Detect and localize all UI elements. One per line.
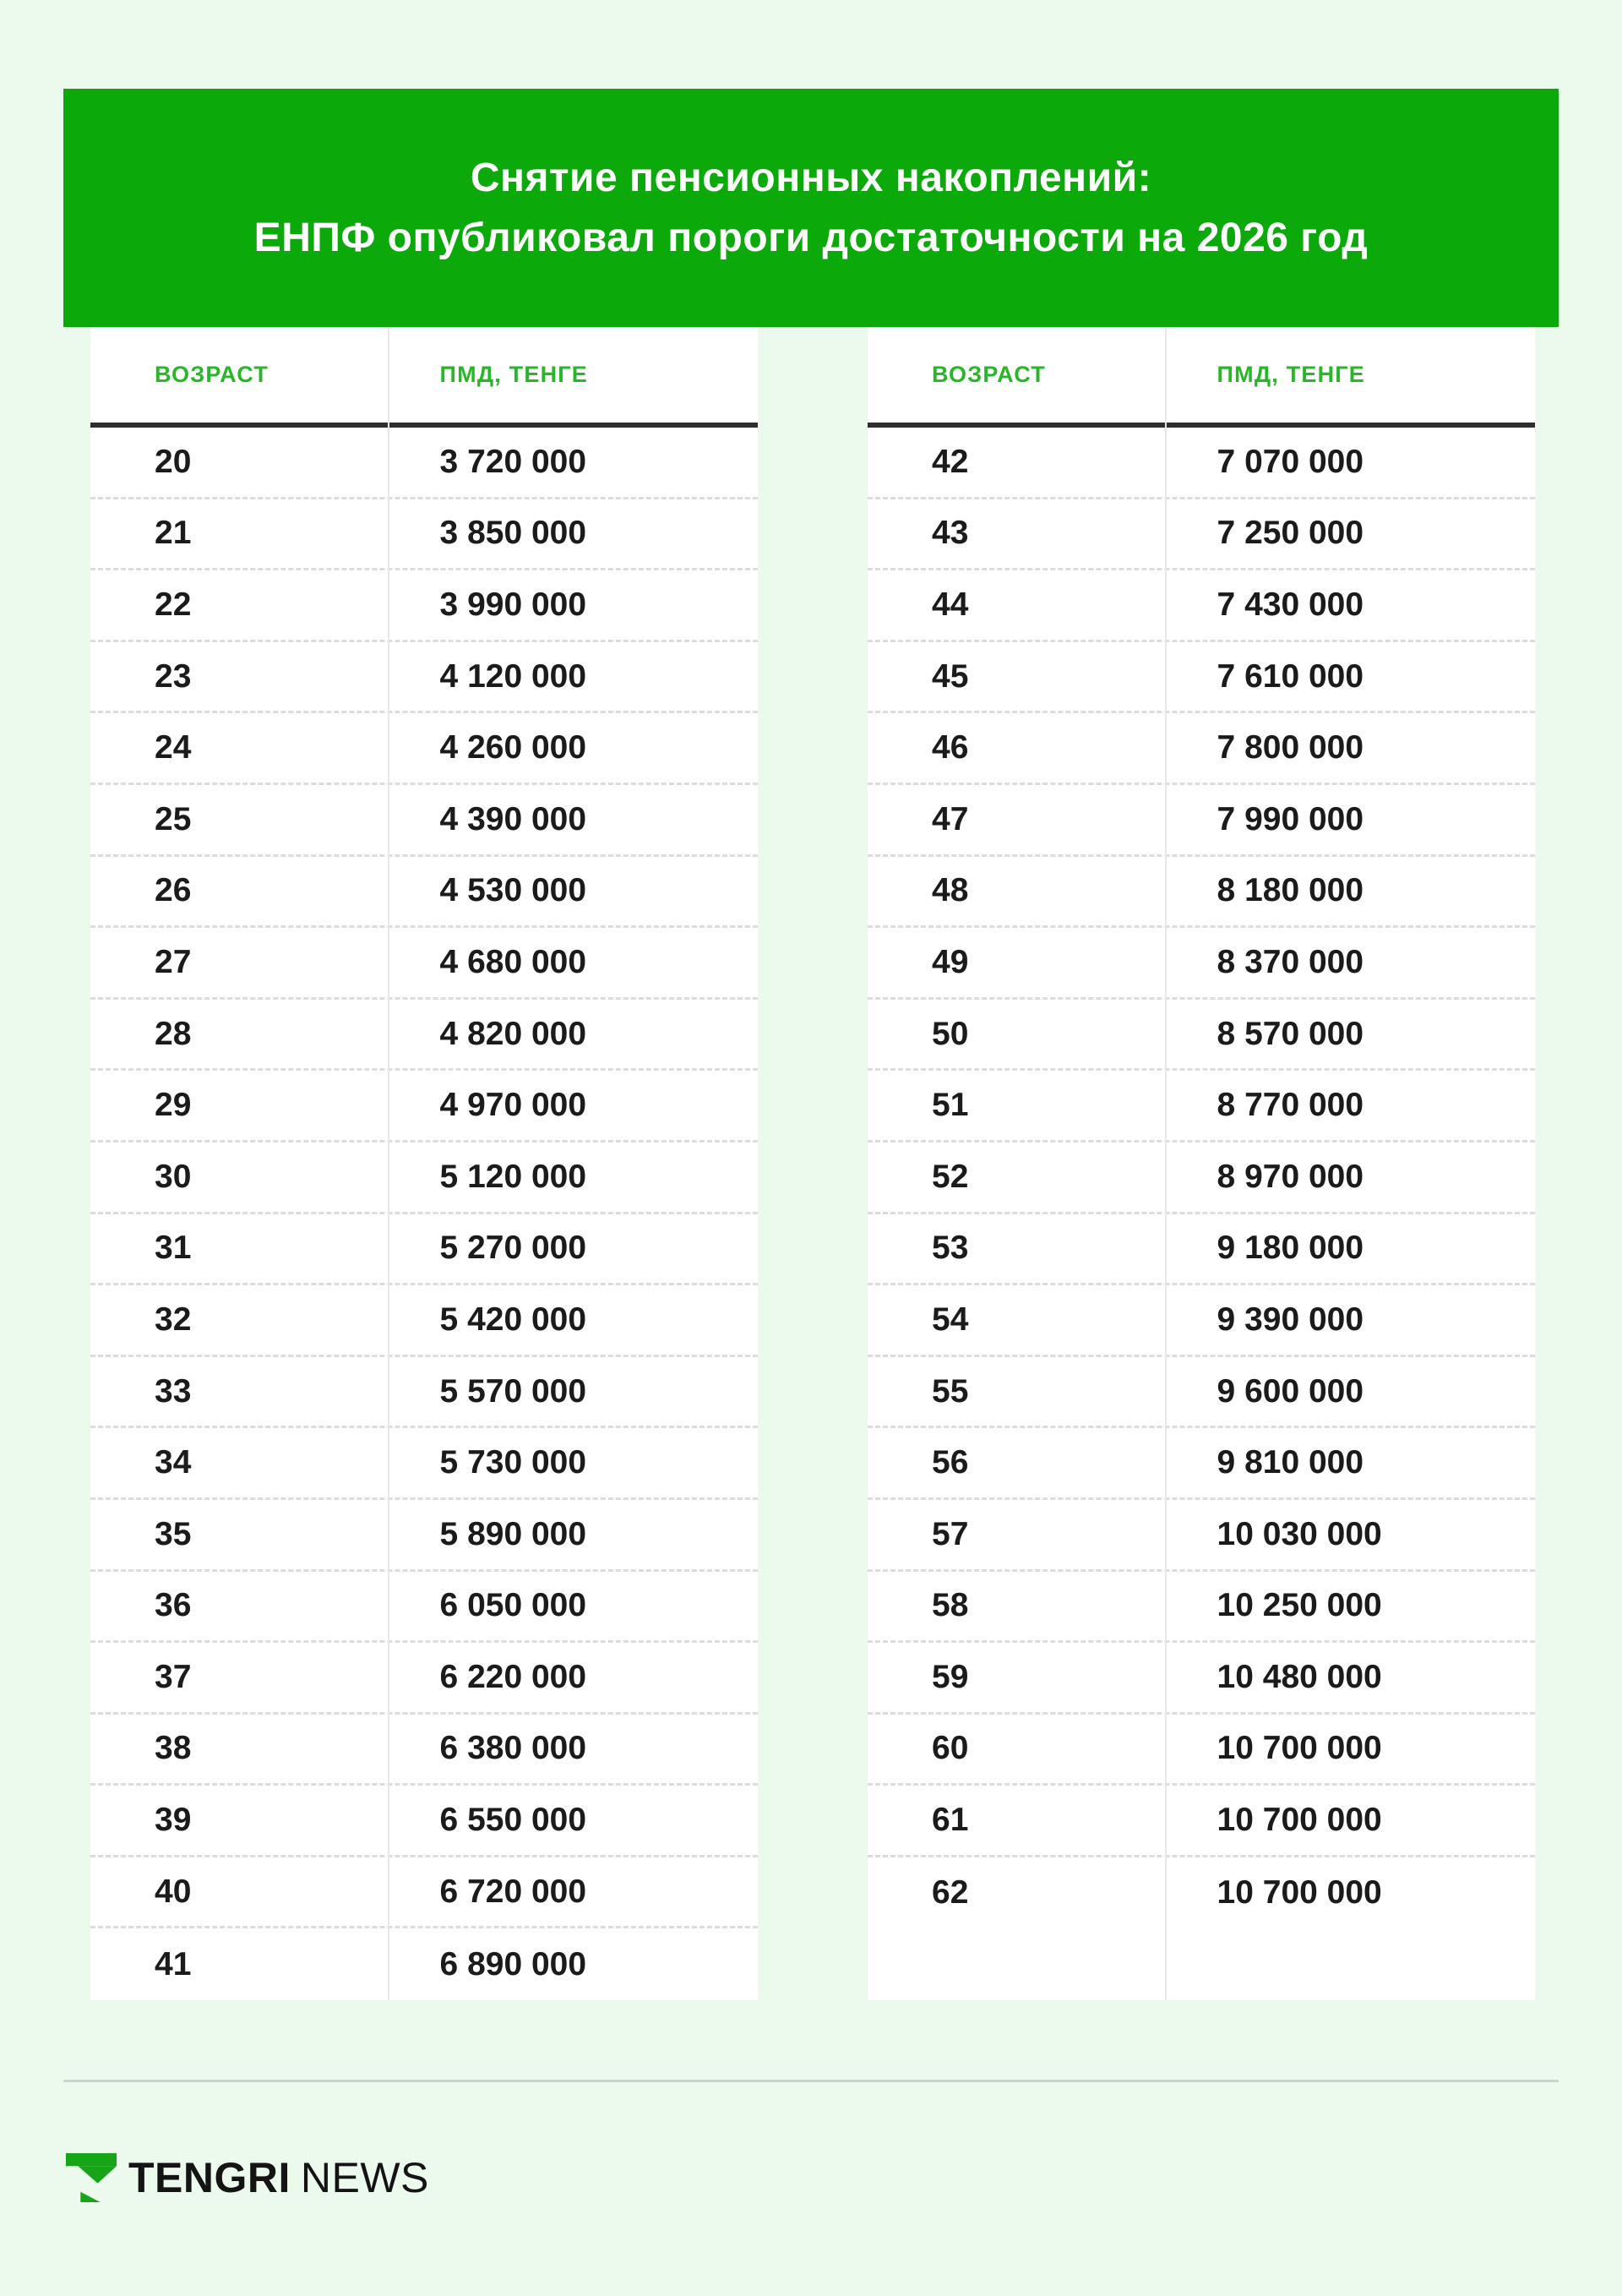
table-row [868,857,1535,929]
footer-divider [63,2080,1559,2082]
age-cell: 43 [932,515,969,552]
age-cell: 29 [155,1087,192,1124]
table-row [868,1428,1535,1500]
amount-cell: 10 250 000 [1216,1587,1382,1624]
title-line-2: ЕНПФ опубликовал пороги достаточности на 2026 год [253,215,1369,260]
amount-cell: 4 120 000 [439,657,587,695]
age-column-header: ВОЗРАСТ [155,362,269,387]
age-cell: 23 [155,657,192,695]
age-cell: 55 [932,1372,969,1410]
table-body [868,428,1535,2000]
age-cell: 34 [155,1444,192,1481]
table-row [90,1643,758,1715]
table-row [868,1500,1535,1572]
table-row [868,1857,1535,1929]
amount-cell: 7 610 000 [1216,657,1364,695]
age-cell: 59 [932,1658,969,1695]
age-cell: 37 [155,1658,192,1695]
amount-cell: 8 180 000 [1216,872,1364,909]
amount-cell: 8 970 000 [1216,1158,1364,1195]
age-cell: 50 [932,1015,969,1052]
age-cell: 41 [155,1945,192,1982]
age-column-header: ВОЗРАСТ [932,362,1046,387]
table-row [868,499,1535,571]
age-cell: 32 [155,1301,192,1338]
amount-cell: 4 260 000 [439,729,587,766]
table-row [868,1643,1535,1715]
brand-tengri: TENGRI [128,2154,291,2201]
table-row [868,1357,1535,1429]
amount-cell: 9 180 000 [1216,1230,1364,1267]
amount-cell: 4 390 000 [439,800,587,837]
table-row [868,1071,1535,1143]
table-body [90,428,758,2000]
table-row [90,1143,758,1214]
amount-cell: 6 220 000 [439,1658,587,1695]
table-row [90,1071,758,1143]
table-row [90,1357,758,1429]
amount-cell: 5 120 000 [439,1158,587,1195]
age-cell: 33 [155,1372,192,1410]
age-cell: 31 [155,1230,192,1267]
amount-cell: 8 570 000 [1216,1015,1364,1052]
table-row [90,1428,758,1500]
age-cell: 30 [155,1158,192,1195]
table-header-row [90,327,758,428]
age-cell: 44 [932,586,969,623]
amount-cell: 10 700 000 [1216,1730,1382,1767]
amount-cell: 3 720 000 [439,443,587,480]
table-row [868,785,1535,857]
table-row [90,928,758,1000]
age-cell: 62 [932,1874,969,1912]
age-cell: 35 [155,1515,192,1552]
table-ages-42-62 [868,327,1535,2000]
amount-cell: 7 430 000 [1216,586,1364,623]
table-row [90,1500,758,1572]
table-row [90,1285,758,1357]
table-row [90,857,758,929]
age-cell: 47 [932,800,969,837]
amount-column-header: ПМД, ТЕНГЕ [1216,362,1365,387]
age-cell: 54 [932,1301,969,1338]
age-cell: 60 [932,1730,969,1767]
tengri-logo-icon [66,2153,117,2202]
age-cell: 28 [155,1015,192,1052]
age-cell: 45 [932,657,969,695]
amount-cell: 10 700 000 [1216,1802,1382,1839]
amount-cell: 9 810 000 [1216,1444,1364,1481]
title-banner [63,89,1559,327]
amount-cell: 9 600 000 [1216,1372,1364,1410]
age-cell: 49 [932,943,969,980]
amount-cell: 7 800 000 [1216,729,1364,766]
table-row [868,1000,1535,1072]
table-row [90,570,758,642]
age-cell: 52 [932,1158,969,1195]
amount-cell: 5 890 000 [439,1515,587,1552]
amount-cell: 10 480 000 [1216,1658,1382,1695]
age-cell: 20 [155,443,192,480]
age-cell: 48 [932,872,969,909]
table-row [90,1857,758,1929]
table-row [90,713,758,785]
age-cell: 39 [155,1802,192,1839]
table-row [90,499,758,571]
amount-cell: 8 370 000 [1216,943,1364,980]
age-cell: 51 [932,1087,969,1124]
table-row [868,1143,1535,1214]
age-cell: 58 [932,1587,969,1624]
age-cell: 46 [932,729,969,766]
tables-area [90,327,1535,2000]
amount-cell: 4 970 000 [439,1087,587,1124]
age-cell: 57 [932,1515,969,1552]
age-cell: 27 [155,943,192,980]
table-header-row [868,327,1535,428]
amount-cell: 7 250 000 [1216,515,1364,552]
age-cell: 42 [932,443,969,480]
table-row [868,928,1535,1000]
amount-cell: 7 070 000 [1216,443,1364,480]
table-row [868,1715,1535,1786]
table-row [90,428,758,499]
amount-cell: 5 270 000 [439,1230,587,1267]
amount-cell: 6 550 000 [439,1802,587,1839]
age-cell: 40 [155,1873,192,1910]
age-cell: 36 [155,1587,192,1624]
brand-wordmark [117,2153,429,2202]
amount-cell: 5 570 000 [439,1372,587,1410]
table-row [868,1214,1535,1286]
amount-cell: 3 990 000 [439,586,587,623]
age-cell: 21 [155,515,192,552]
table-row [90,1928,758,2000]
title-line-1: Снятие пенсионных накоплений: [470,155,1152,200]
amount-cell: 4 680 000 [439,943,587,980]
table-row [868,1572,1535,1644]
amount-cell: 5 420 000 [439,1301,587,1338]
amount-cell: 10 030 000 [1216,1515,1382,1552]
table-row [868,1786,1535,1857]
age-cell: 25 [155,800,192,837]
table-row [90,785,758,857]
amount-cell: 6 890 000 [439,1945,587,1982]
brand-news: NEWS [300,2154,429,2201]
amount-cell: 4 530 000 [439,872,587,909]
amount-cell: 6 720 000 [439,1873,587,1910]
table-ages-20-41 [90,327,758,2000]
table-row [868,642,1535,714]
age-cell: 22 [155,586,192,623]
age-cell: 38 [155,1730,192,1767]
table-row [90,1786,758,1857]
table-row [90,1000,758,1072]
age-cell: 26 [155,872,192,909]
amount-cell: 6 050 000 [439,1587,587,1624]
table-row [868,428,1535,499]
tengri-news-logo [66,2153,429,2202]
amount-cell: 4 820 000 [439,1015,587,1052]
amount-cell: 5 730 000 [439,1444,587,1481]
table-row [868,1285,1535,1357]
table-row [868,713,1535,785]
age-cell: 61 [932,1802,969,1839]
table-row [90,642,758,714]
amount-cell: 6 380 000 [439,1730,587,1767]
age-cell: 53 [932,1230,969,1267]
amount-cell: 10 700 000 [1216,1874,1382,1912]
amount-cell: 3 850 000 [439,515,587,552]
table-row [868,570,1535,642]
age-cell: 56 [932,1444,969,1481]
table-row [90,1214,758,1286]
amount-cell: 8 770 000 [1216,1087,1364,1124]
table-row [90,1715,758,1786]
table-row [90,1572,758,1644]
amount-column-header: ПМД, ТЕНГЕ [439,362,588,387]
amount-cell: 7 990 000 [1216,800,1364,837]
age-cell: 24 [155,729,192,766]
amount-cell: 9 390 000 [1216,1301,1364,1338]
